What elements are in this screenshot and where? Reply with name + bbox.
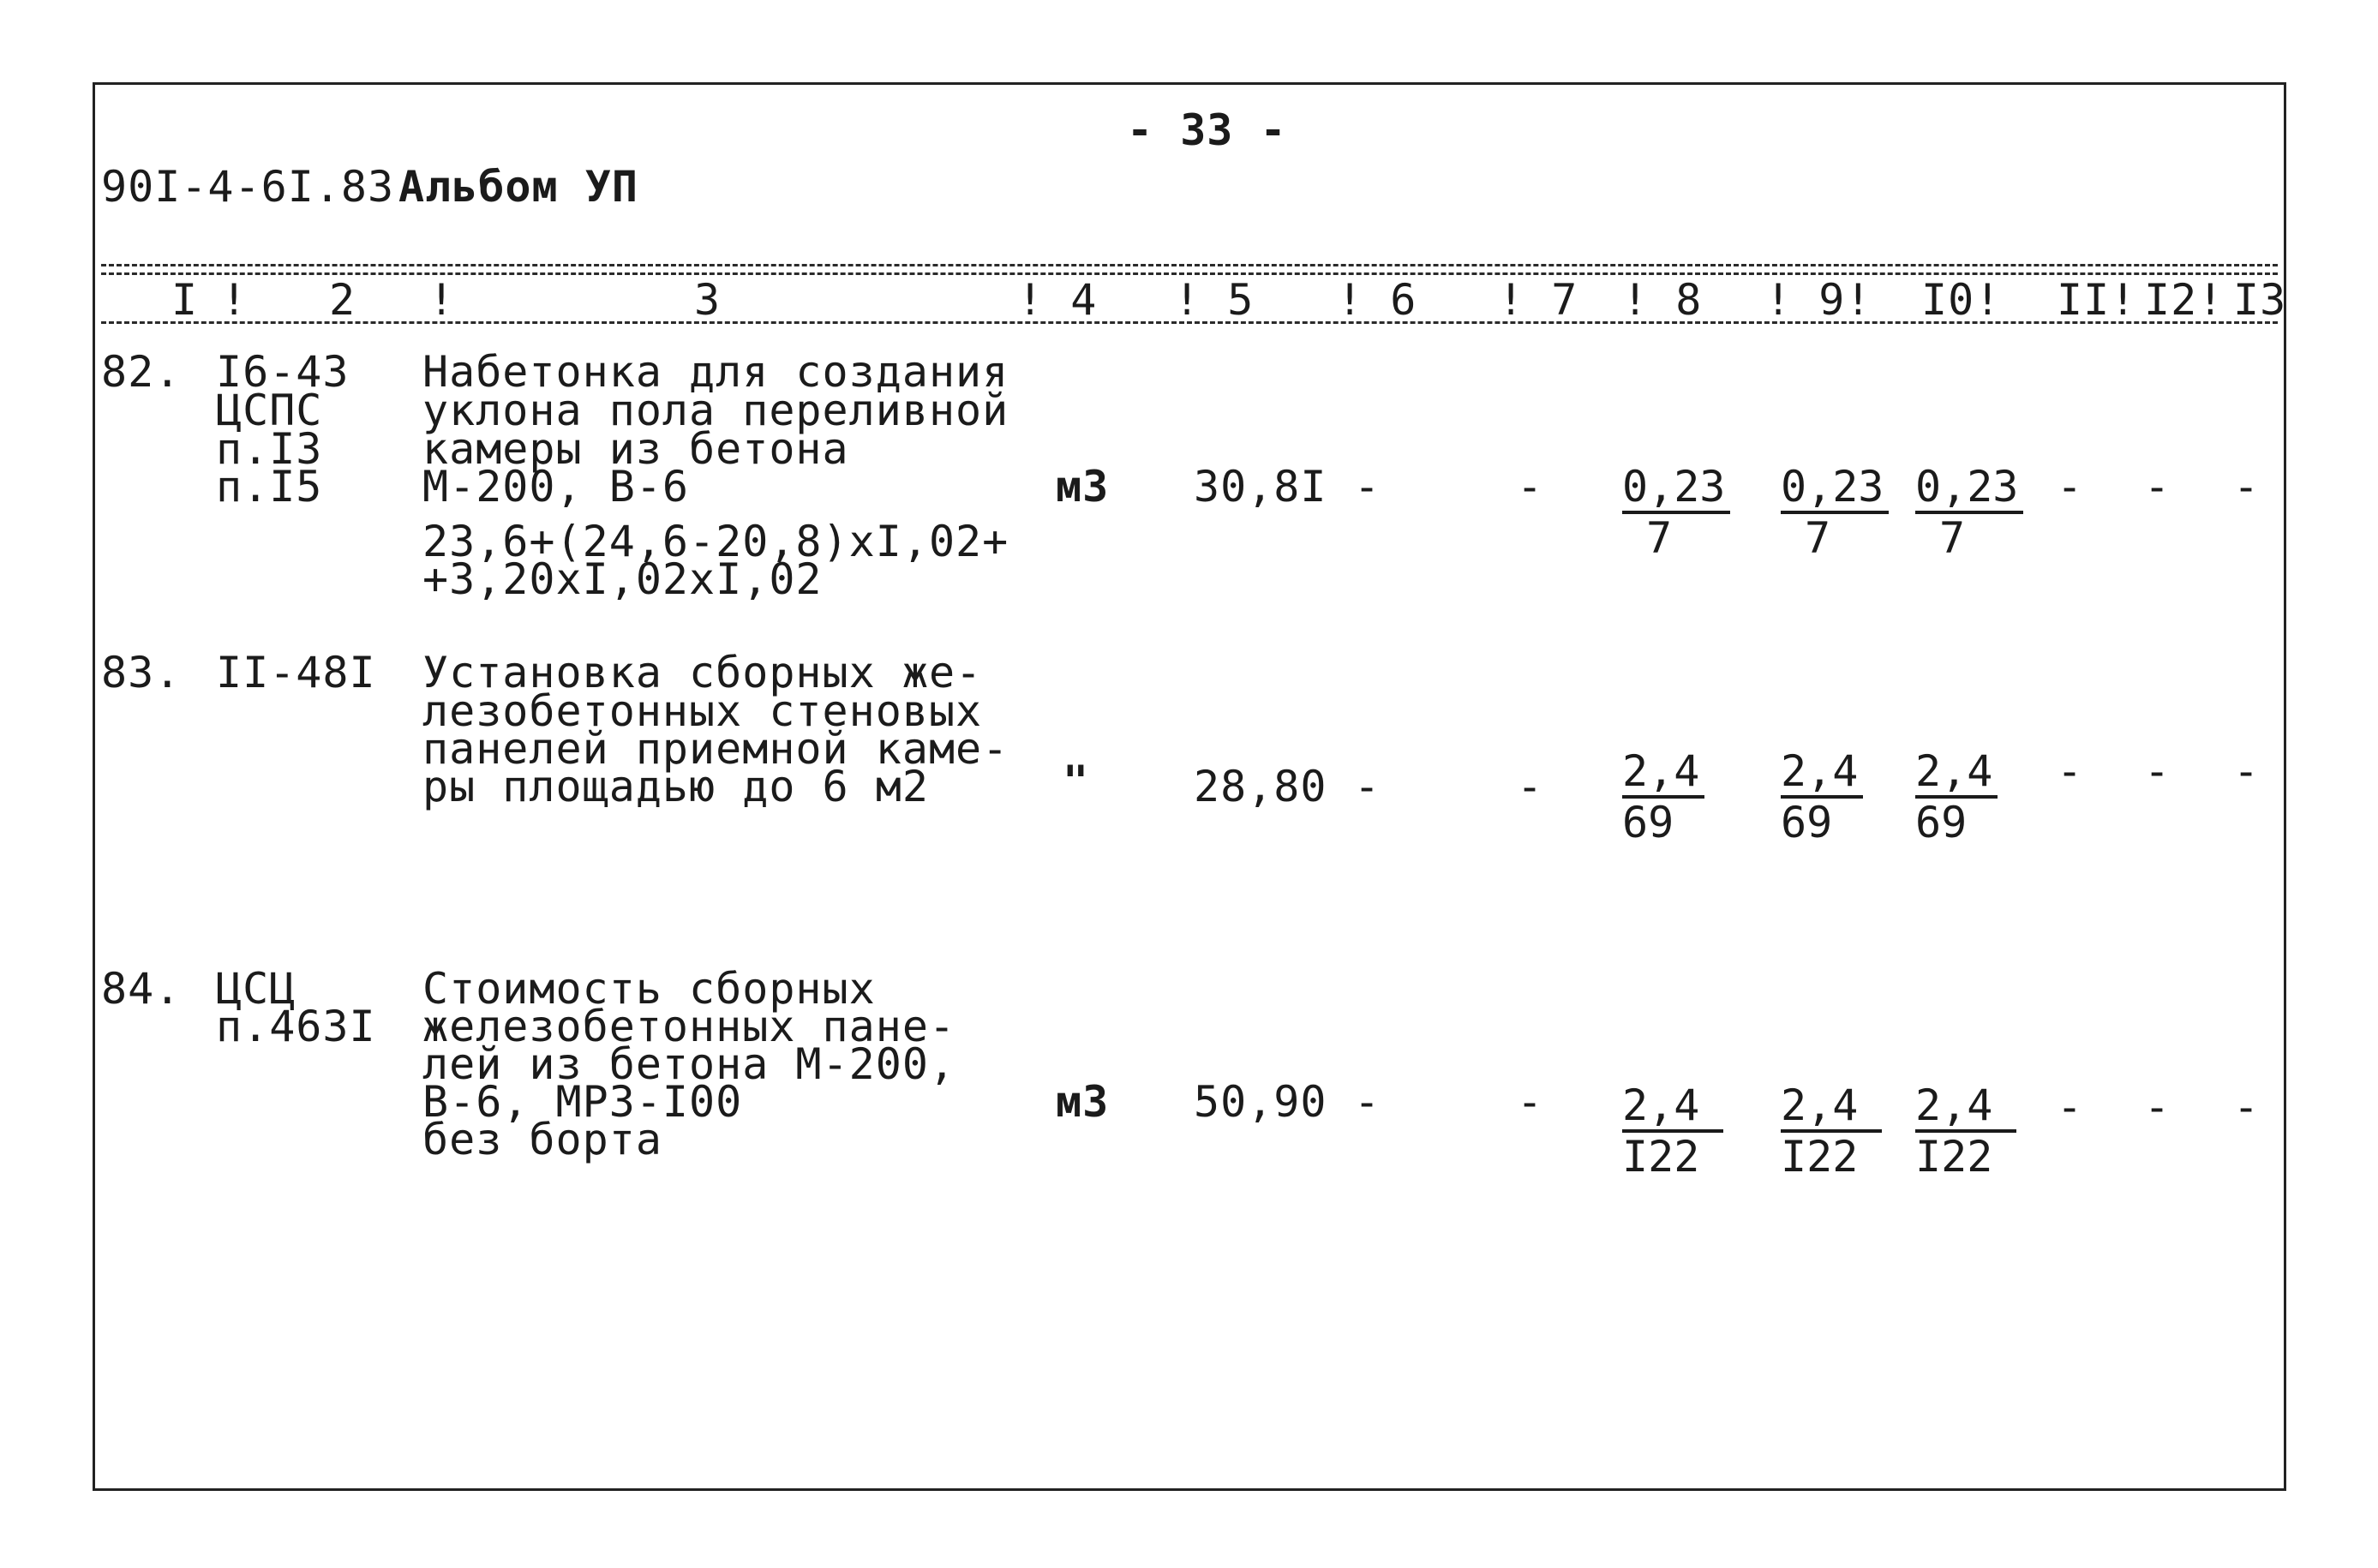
column-header: ! 6	[1337, 275, 1417, 325]
fraction-numerator: 2,4	[1781, 747, 1863, 799]
column-header: I2!	[2144, 275, 2225, 325]
row-description: Набетонка для создания	[422, 347, 1009, 397]
row-col12: -	[2144, 1082, 2171, 1132]
row-col13: -	[2233, 1082, 2261, 1132]
row-col11: -	[2057, 462, 2084, 512]
row-quantity: 30,8I	[1194, 462, 1327, 512]
column-header: I3	[2233, 275, 2287, 325]
fraction-denominator: I22	[1622, 1132, 1700, 1182]
row-col8-fraction	[1622, 747, 1734, 847]
column-header: ! 5	[1174, 275, 1255, 325]
column-header: I0!	[1921, 275, 2002, 325]
row-description: ры площадью до 6 м2	[422, 762, 929, 811]
row-col12: -	[2144, 462, 2171, 512]
row-description: лезобетонных стеновых	[422, 686, 983, 736]
row-col7: -	[1517, 462, 1544, 512]
row-number: 82.	[101, 347, 182, 397]
row-number: 84.	[101, 964, 182, 1014]
row-code: I6-43	[216, 347, 350, 397]
row-code: II-48I	[216, 648, 376, 697]
fraction-numerator: 2,4	[1915, 1081, 2016, 1133]
fraction-denominator: 7	[1805, 513, 1831, 563]
row-code: п.I3	[216, 424, 323, 474]
column-header: !	[428, 275, 456, 325]
column-header: II!	[2057, 275, 2137, 325]
row-description: лей из бетона М-200,	[422, 1039, 956, 1089]
row-unit: м3	[1056, 462, 1110, 512]
row-description: уклона пола переливной	[422, 386, 1009, 435]
row-col8-fraction	[1622, 463, 1734, 562]
fraction-numerator: 0,23	[1781, 463, 1889, 514]
row-col11: -	[2057, 746, 2084, 796]
row-code: п.I5	[216, 462, 323, 512]
fraction-denominator: I22	[1781, 1132, 1859, 1182]
row-description: без борта	[422, 1115, 662, 1164]
row-col8-fraction	[1622, 1081, 1734, 1181]
row-col7: -	[1517, 762, 1544, 811]
column-header: ! 4	[1017, 275, 1098, 325]
row-col12: -	[2144, 746, 2171, 796]
row-col6: -	[1354, 1077, 1381, 1127]
column-header: ! 8	[1622, 275, 1703, 325]
row-description: железобетонных пане-	[422, 1002, 956, 1051]
header-rule-bottom	[101, 321, 2278, 324]
row-code: п.463I	[216, 1002, 376, 1051]
column-header: I	[171, 275, 199, 325]
row-col10-fraction	[1915, 747, 2027, 847]
row-col11: -	[2057, 1082, 2084, 1132]
page-number: - 33 -	[1127, 105, 1287, 155]
fraction-denominator: 69	[1915, 798, 1968, 847]
row-formula: +3,20хI,02хI,02	[422, 554, 823, 604]
header-rule-top	[101, 264, 2278, 266]
row-unit: м3	[1056, 1077, 1110, 1127]
row-description: камеры из бетона	[422, 424, 849, 474]
row-col13: -	[2233, 462, 2261, 512]
row-col10-fraction	[1915, 463, 2027, 562]
fraction-denominator: 7	[1939, 513, 1966, 563]
row-description: панелей приемной каме-	[422, 724, 1009, 774]
row-code: ЦСЦ	[216, 964, 297, 1014]
row-description: Стоимость сборных	[422, 964, 876, 1014]
row-col9-fraction	[1781, 747, 1892, 847]
row-quantity: 50,90	[1194, 1077, 1327, 1127]
row-col10-fraction	[1915, 1081, 2027, 1181]
row-col6: -	[1354, 462, 1381, 512]
column-header: !	[221, 275, 249, 325]
row-col9-fraction	[1781, 1081, 1892, 1181]
column-header: ! 9!	[1765, 275, 1872, 325]
row-description: Установка сборных же-	[422, 648, 983, 697]
fraction-numerator: 2,4	[1781, 1081, 1882, 1133]
row-description: М-200, В-6	[422, 462, 690, 512]
doc-code: 90I-4-6I.83	[101, 162, 395, 212]
fraction-numerator: 2,4	[1622, 747, 1704, 799]
album-label: Альбом УП	[398, 162, 638, 212]
fraction-denominator: 7	[1646, 513, 1673, 563]
column-header: 3	[694, 275, 722, 325]
fraction-numerator: 2,4	[1915, 747, 1998, 799]
row-col13: -	[2233, 746, 2261, 796]
fraction-numerator: 0,23	[1915, 463, 2023, 514]
fraction-numerator: 2,4	[1622, 1081, 1723, 1133]
column-header: ! 7	[1498, 275, 1578, 325]
row-code: ЦСПС	[216, 386, 323, 435]
fraction-numerator: 0,23	[1622, 463, 1730, 514]
fraction-denominator: 69	[1781, 798, 1833, 847]
row-description: В-6, МРЗ-I00	[422, 1077, 743, 1127]
fraction-denominator: 69	[1622, 798, 1674, 847]
row-col6: -	[1354, 762, 1381, 811]
row-unit: "	[1063, 757, 1090, 806]
row-formula: 23,6+(24,6-20,8)хI,02+	[422, 517, 1009, 566]
row-quantity: 28,80	[1194, 762, 1327, 811]
fraction-denominator: I22	[1915, 1132, 1993, 1182]
row-col9-fraction	[1781, 463, 1892, 562]
row-number: 83.	[101, 648, 182, 697]
column-header: 2	[329, 275, 356, 325]
row-col7: -	[1517, 1077, 1544, 1127]
